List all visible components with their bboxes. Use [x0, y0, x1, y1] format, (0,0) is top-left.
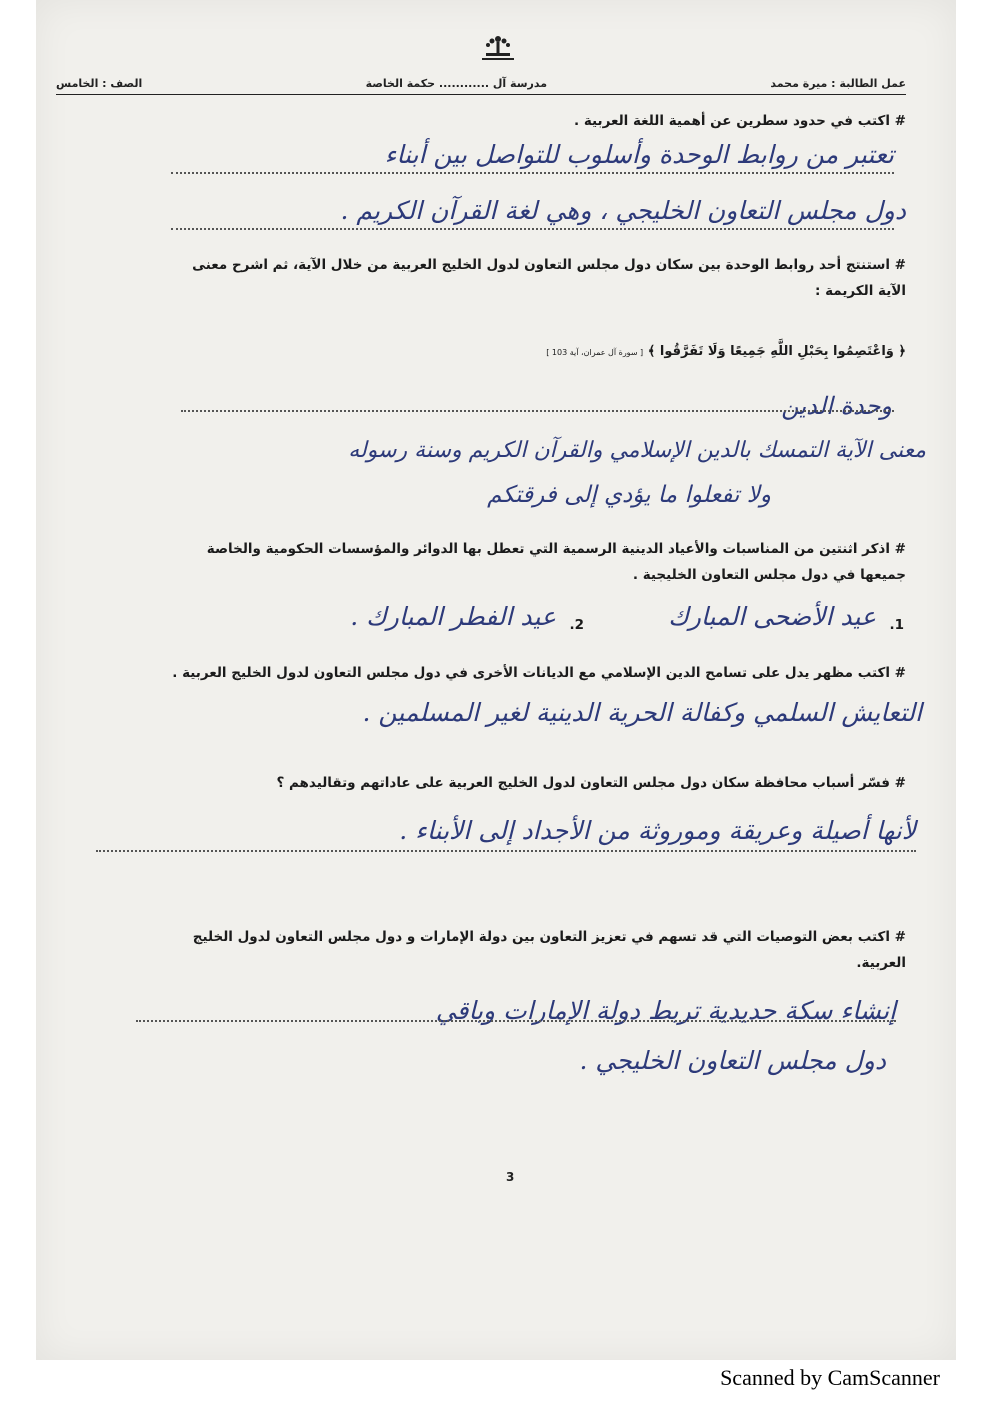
- answer-6-line-1: إنشاء سكة حديدية تربط دولة الإمارات وباقي: [435, 996, 896, 1025]
- answer-line: [96, 850, 916, 852]
- question-4: # اكتب مظهر يدل على تسامح الدين الإسلامي مع الديانات الأخرى في دول مجلس التعاون لدول الخليج العربية .: [172, 665, 906, 681]
- answer-2-line-3: ولا تفعلوا ما يؤدي إلى فرقتكم: [487, 482, 771, 508]
- question-3: [56, 536, 906, 588]
- answer-1-line-2: دول مجلس التعاون الخليجي ، وهي لغة القرآن الكريم .: [340, 196, 906, 225]
- answer-6-line-2: دول مجلس التعاون الخليجي .: [579, 1046, 886, 1075]
- student-name: عمل الطالبة : ميرة محمد: [770, 77, 906, 90]
- page-number: 3: [506, 1170, 515, 1184]
- worksheet-page: [36, 0, 956, 1360]
- verse-text: ﴿ وَاعْتَصِمُوا بِحَبْلِ اللَّهِ جَمِيعًا وَلَا تَفَرَّقُوا ﴾: [647, 344, 906, 359]
- answer-2-line-2: معنى الآية التمسك بالدين الإسلامي والقرآن الكريم وسنة رسوله: [348, 438, 926, 463]
- question-2: [56, 252, 906, 304]
- answer-5: لأنها أصيلة وعريقة وموروثة من الأجداد إلى الأبناء .: [399, 816, 916, 845]
- worksheet-header: [56, 62, 906, 95]
- answer-line: [171, 172, 894, 174]
- answer-line: [181, 410, 894, 412]
- question-6-line-2: العربية.: [856, 955, 906, 971]
- quran-verse: [546, 344, 906, 359]
- item-number-1: 1.: [889, 617, 904, 633]
- question-3-line-2: جميعها في دول مجلس التعاون الخليجية .: [632, 567, 906, 583]
- question-1: # اكتب في حدود سطرين عن أهمية اللغة العربية .: [573, 113, 906, 129]
- grade-label: الصف : الخامس: [56, 77, 143, 90]
- answer-1-line-1: تعتبر من روابط الوحدة وأسلوب للتواصل بين أبناء: [384, 140, 894, 169]
- scanner-watermark: Scanned by CamScanner: [720, 1365, 940, 1390]
- question-5: # فسّر أسباب محافظة سكان دول مجلس التعاون لدول الخليج العربية على عاداتهم وتقاليدهم ؟: [276, 775, 906, 791]
- question-6-line-1: # اكتب بعض التوصيات التي قد تسهم في تعزيز التعاون بين دولة الإمارات و دول مجلس التعاون لدول الخليج: [192, 929, 906, 945]
- verse-reference: [ سورة آل عمران، آية 103 ]: [546, 348, 644, 357]
- answer-3-item-2: عيد الفطر المبارك .: [350, 602, 556, 631]
- question-3-line-1: # اذكر اثنتين من المناسبات والأعياد الدينية الرسمية التي تعطل بها الدوائر والمؤسسات الحكومية والخاصة: [206, 541, 906, 557]
- school-name: مدرسة آل ............ حكمة الخاصة: [365, 77, 548, 90]
- answer-3-item-1: عيد الأضحى المبارك: [668, 602, 876, 631]
- question-2-line-1: # استنتج أحد روابط الوحدة بين سكان دول مجلس التعاون لدول الخليج العربية من خلال الآية، ثم اشرح معنى: [192, 257, 906, 273]
- answer-4: التعايش السلمي وكفالة الحرية الدينية لغير المسلمين .: [362, 698, 922, 727]
- answer-line: [171, 228, 894, 230]
- question-6: [56, 924, 906, 976]
- question-2-line-2: الآية الكريمة :: [815, 283, 906, 299]
- school-logo-icon: [476, 33, 520, 63]
- item-number-2: 2.: [569, 617, 584, 633]
- answer-line: [136, 1020, 896, 1022]
- answer-2-line-1: وحدة الدين: [781, 392, 892, 420]
